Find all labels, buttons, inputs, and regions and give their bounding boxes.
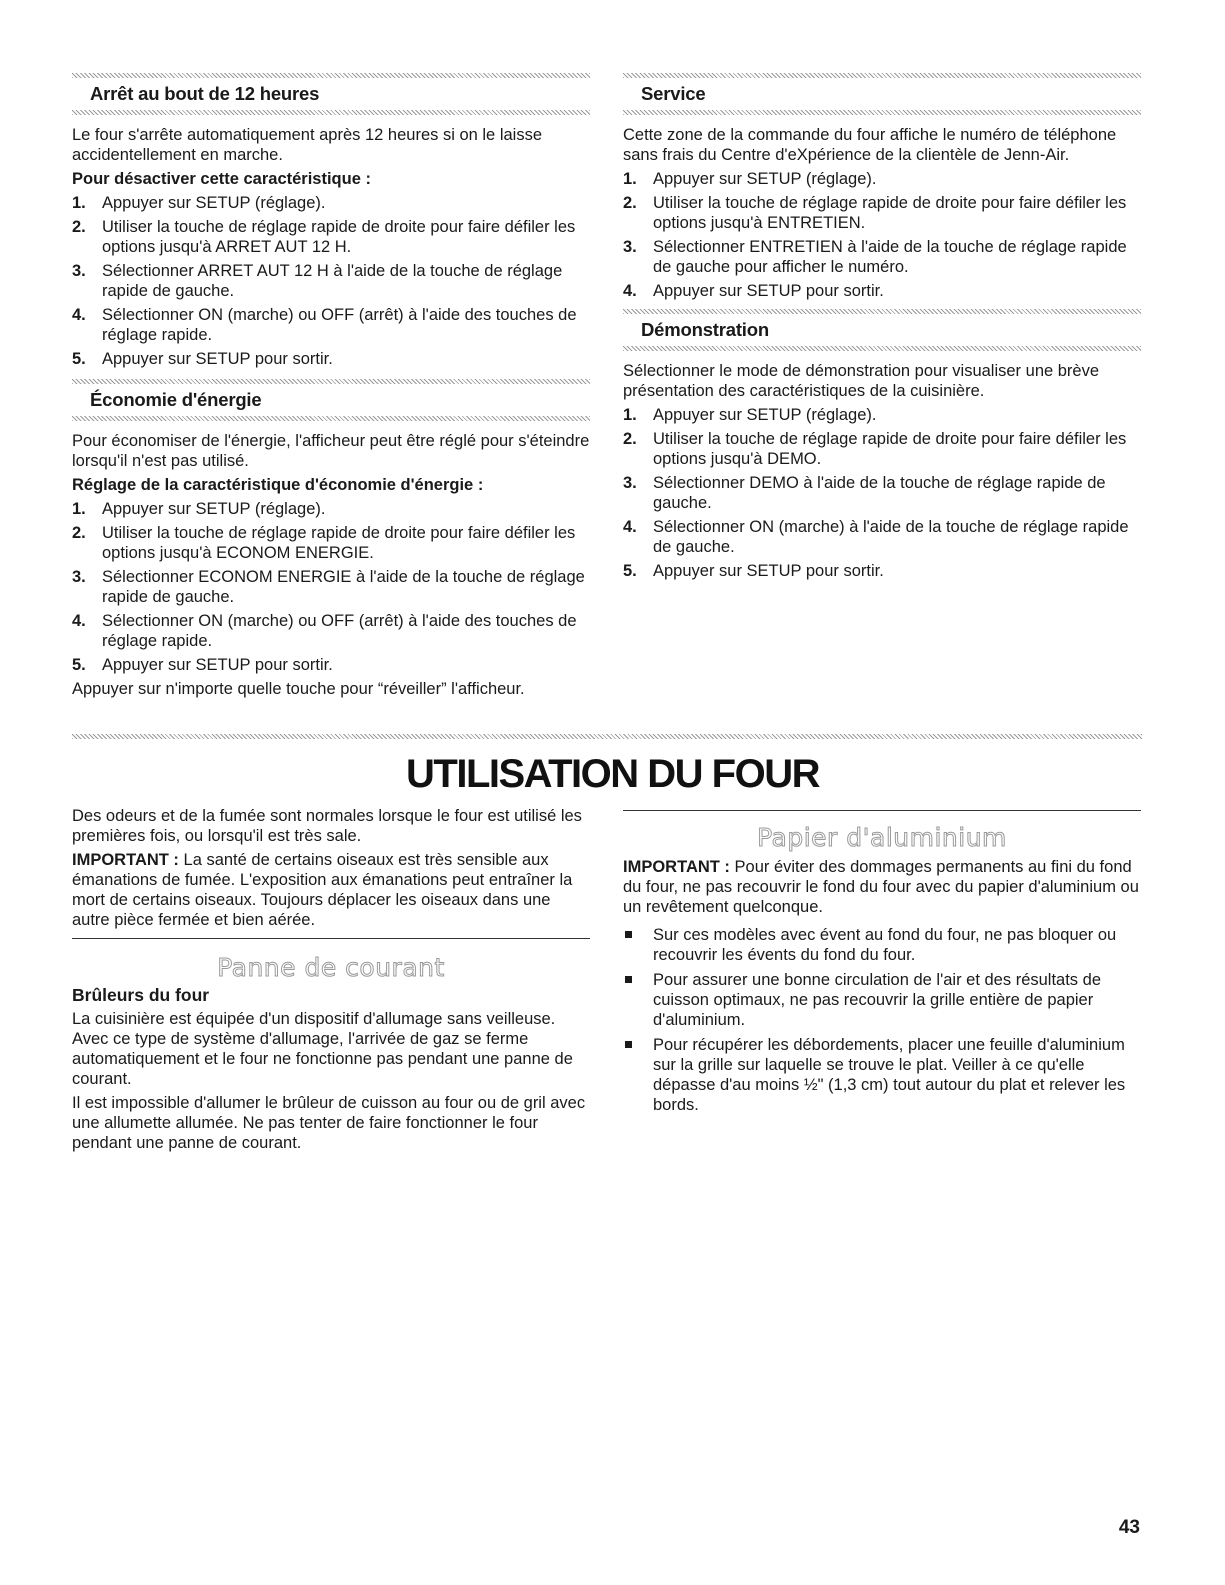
step-text: Appuyer sur SETUP pour sortir. [653, 282, 884, 300]
paragraph: Appuyer sur n'importe quelle touche pour “réveiller” l'afficheur. [72, 680, 525, 698]
important-paragraph [623, 857, 1141, 917]
step-number: 3. [623, 238, 637, 256]
divider-rule [72, 938, 590, 939]
step-text: Sélectionner ON (marche) à l'aide de la touche de réglage rapide de gauche. [653, 518, 1129, 556]
section-heading-demo: Démonstration [641, 319, 769, 340]
left-top-column [72, 73, 590, 703]
section-divider [623, 309, 1141, 314]
list-item [623, 473, 1141, 513]
step-number: 2. [72, 218, 86, 236]
step-text: Appuyer sur SETUP (réglage). [102, 500, 326, 518]
list-item [623, 281, 1141, 301]
step-text: Appuyer sur SETUP pour sortir. [102, 350, 333, 368]
subheading: Réglage de la caractéristique d'économie d'énergie : [72, 476, 484, 494]
step-text: Sélectionner ON (marche) ou OFF (arrêt) à l'aide des touches de réglage rapide. [102, 306, 577, 344]
step-number: 4. [72, 306, 86, 324]
subheading: Pour désactiver cette caractéristique : [72, 170, 371, 188]
important-label: IMPORTANT : [623, 858, 730, 876]
step-number: 1. [623, 170, 637, 188]
section-heading-economie: Économie d'énergie [90, 389, 262, 410]
list-item [72, 193, 590, 213]
list-item [623, 193, 1141, 233]
list-item [72, 655, 590, 675]
paragraph: Des odeurs et de la fumée sont normales lorsque le four est utilisé les premières fois, ou lorsqu'il est très sale. [72, 807, 582, 845]
paragraph: Il est impossible d'allumer le brûleur de cuisson au four ou de gril avec une allumette allumée. Ne pas tenter de faire fonctionner le four pendant une panne de courant. [72, 1094, 586, 1152]
list-item [623, 1035, 1141, 1115]
list-item [72, 611, 590, 651]
section-divider [72, 416, 590, 421]
step-number: 3. [623, 474, 637, 492]
right-bottom-column [623, 810, 1141, 1120]
step-number: 2. [623, 430, 637, 448]
section-heading-papier: Papier d'aluminium [757, 823, 1007, 852]
main-divider [72, 734, 1142, 739]
step-text: Utiliser la touche de réglage rapide de droite pour faire défiler les options jusqu'à ARRET AUT 12 H. [102, 218, 576, 256]
list-item [623, 429, 1141, 469]
list-item [623, 405, 1141, 425]
section-divider [72, 110, 590, 115]
step-text: Appuyer sur SETUP (réglage). [102, 194, 326, 212]
page-number: 43 [1118, 1517, 1140, 1538]
step-number: 5. [623, 562, 637, 580]
step-number: 4. [623, 518, 637, 536]
important-paragraph [72, 850, 590, 930]
step-number: 2. [623, 194, 637, 212]
section-divider [72, 73, 590, 78]
page-title: UTILISATION DU FOUR [406, 752, 819, 796]
step-number: 3. [72, 568, 86, 586]
step-number: 5. [72, 350, 86, 368]
steps-list-arret [72, 193, 590, 369]
step-text: Appuyer sur SETUP pour sortir. [653, 562, 884, 580]
step-text: Appuyer sur SETUP pour sortir. [102, 656, 333, 674]
step-text: Appuyer sur SETUP (réglage). [653, 406, 877, 424]
step-text: Utiliser la touche de réglage rapide de droite pour faire défiler les options jusqu'à DEMO. [653, 430, 1127, 468]
list-item [72, 567, 590, 607]
list-item [72, 261, 590, 301]
steps-list-economie [72, 499, 590, 675]
square-bullet-icon [625, 976, 632, 983]
list-item [623, 970, 1141, 1030]
section-divider [623, 346, 1141, 351]
section-divider [623, 110, 1141, 115]
step-number: 4. [72, 612, 86, 630]
section-heading-arret: Arrêt au bout de 12 heures [90, 83, 320, 104]
list-item [72, 217, 590, 257]
step-text: Appuyer sur SETUP (réglage). [653, 170, 877, 188]
paragraph: Le four s'arrête automatiquement après 12 heures si on le laisse accidentellement en marche. [72, 126, 543, 164]
bullet-text: Sur ces modèles avec évent au fond du four, ne pas bloquer ou recouvrir les évents du fond du four. [653, 926, 1117, 964]
list-item [623, 169, 1141, 189]
paragraph: Cette zone de la commande du four affiche le numéro de téléphone sans frais du Centre d'eXpérience de la clientèle de Jenn-Air. [623, 126, 1117, 164]
bullet-text: Pour récupérer les débordements, placer une feuille d'aluminium sur la grille sur laquelle se trouve le plat. Veiller à ce qu'elle dépasse d'au moins ½" (1,3 cm) tout autour du plat et relever les bords. [653, 1036, 1126, 1114]
step-text: Sélectionner DEMO à l'aide de la touche de réglage rapide de gauche. [653, 474, 1106, 512]
step-number: 2. [72, 524, 86, 542]
step-text: Sélectionner ECONOM ENERGIE à l'aide de la touche de réglage rapide de gauche. [102, 568, 585, 606]
step-text: Sélectionner ARRET AUT 12 H à l'aide de la touche de réglage rapide de gauche. [102, 262, 563, 300]
section-heading-service: Service [641, 83, 706, 104]
step-number: 4. [623, 282, 637, 300]
left-bottom-column [72, 806, 590, 1157]
important-text: Pour éviter des dommages permanents au fini du fond du four, ne pas recouvrir le fond du four avec du papier d'aluminium ou un revêtement quelconque. [623, 858, 1139, 916]
step-number: 1. [72, 500, 86, 518]
list-item [623, 925, 1141, 965]
list-item [623, 517, 1141, 557]
section-heading-panne: Panne de courant [217, 953, 445, 982]
bullet-text: Pour assurer une bonne circulation de l'air et des résultats de cuisson optimaux, ne pas recouvrir la grille entière de papier d'aluminium. [653, 971, 1101, 1029]
paragraph: La cuisinière est équipée d'un dispositif d'allumage sans veilleuse. Avec ce type de système d'allumage, l'arrivée de gaz se ferme automatiquement et le four ne fonctionne pas pendant une panne de courant. [72, 1010, 573, 1088]
list-item [72, 499, 590, 519]
steps-list-service [623, 169, 1141, 301]
step-text: Utiliser la touche de réglage rapide de droite pour faire défiler les options jusqu'à ECONOM ENERGIE. [102, 524, 576, 562]
step-number: 1. [623, 406, 637, 424]
step-text: Utiliser la touche de réglage rapide de droite pour faire défiler les options jusqu'à ENTRETIEN. [653, 194, 1127, 232]
list-item [623, 561, 1141, 581]
important-text: La santé de certains oiseaux est très sensible aux émanations de fumée. L'exposition aux émanations peut entraîner la mort de certains oiseaux. Toujours déplacer les oiseaux dans une autre pièce fermée et bien aérée. [72, 851, 573, 929]
important-label: IMPORTANT : [72, 851, 179, 869]
bullet-list [623, 925, 1141, 1115]
step-number: 5. [72, 656, 86, 674]
list-item [72, 305, 590, 345]
right-top-column [623, 73, 1141, 585]
section-divider [72, 379, 590, 384]
step-number: 1. [72, 194, 86, 212]
list-item [623, 237, 1141, 277]
step-text: Sélectionner ON (marche) ou OFF (arrêt) à l'aide des touches de réglage rapide. [102, 612, 577, 650]
paragraph: Sélectionner le mode de démonstration pour visualiser une brève présentation des caractéristiques de la cuisinière. [623, 362, 1100, 400]
paragraph: Pour économiser de l'énergie, l'afficheur peut être réglé pour s'éteindre lorsqu'il n'est pas utilisé. [72, 432, 590, 470]
square-bullet-icon [625, 1041, 632, 1048]
step-text: Sélectionner ENTRETIEN à l'aide de la touche de réglage rapide de gauche pour afficher le numéro. [653, 238, 1127, 276]
subheading-bruleurs: Brûleurs du four [72, 985, 210, 1005]
divider-rule [623, 810, 1141, 811]
list-item [72, 523, 590, 563]
square-bullet-icon [625, 931, 632, 938]
list-item [72, 349, 590, 369]
step-number: 3. [72, 262, 86, 280]
steps-list-demo [623, 405, 1141, 581]
section-divider [623, 73, 1141, 78]
